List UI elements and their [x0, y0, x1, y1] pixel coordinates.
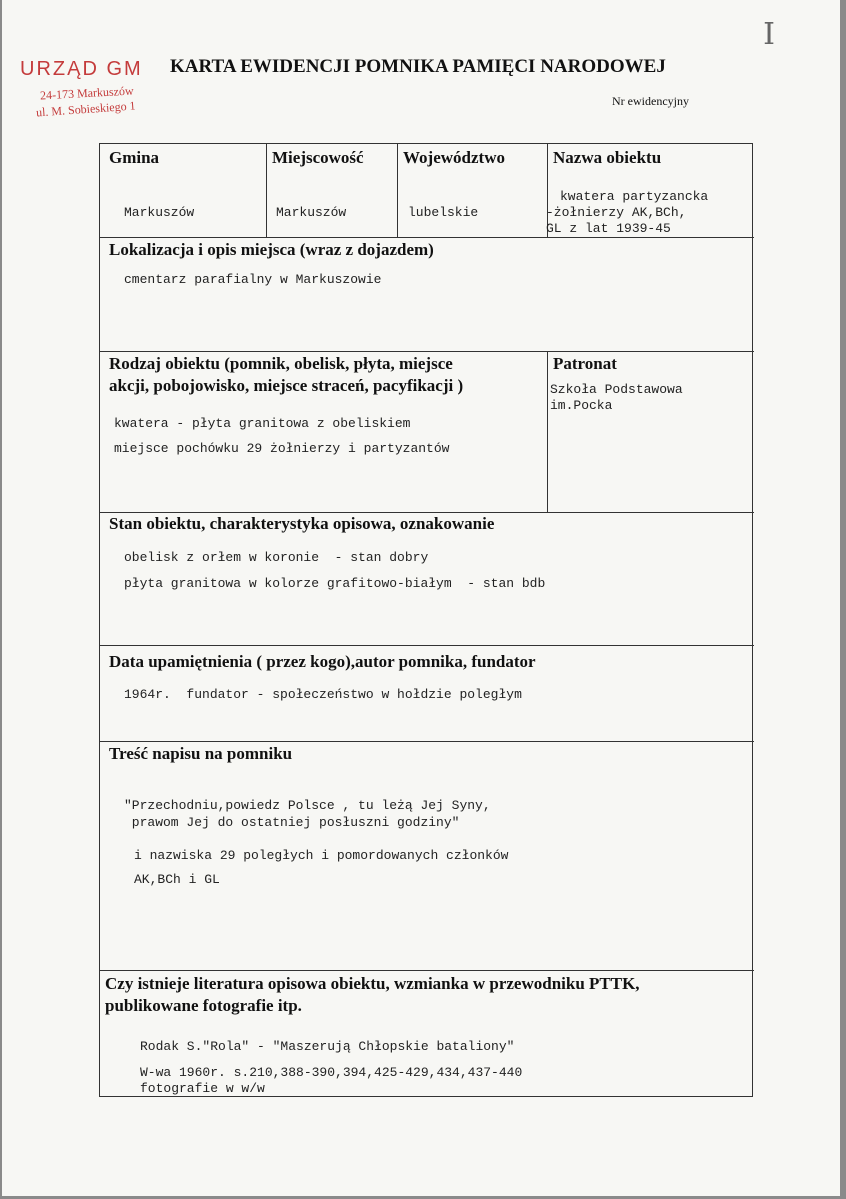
stamp-line-2: 24-173 Markuszów — [39, 83, 134, 103]
stan-value-line: płyta granitowa w kolorze grafitowo-białym - stan bdb — [124, 576, 546, 591]
lokalizacja-label: Lokalizacja i opis miejsca (wraz z dojazdem) — [109, 240, 434, 259]
rodzaj-value-line: kwatera - płyta granitowa z obeliskiem — [114, 416, 411, 431]
nazwa-obiektu-line: GL z lat 1939-45 — [546, 221, 671, 236]
rodzaj-label: Rodzaj obiektu (pomnik, obelisk, płyta, miejsce — [109, 354, 453, 373]
tresc-value-line: prawom Jej do ostatniej posłuszni godziny" — [124, 815, 460, 830]
literatura-label: Czy istnieje literatura opisowa obiektu, wzmianka w przewodniku PTTK, — [105, 974, 640, 993]
literatura-value-line: W-wa 1960r. s.210,388-390,394,425-429,434,437-440 — [140, 1065, 523, 1080]
stamp-line-1: URZĄD GM — [20, 58, 143, 80]
nazwa-obiektu-line: kwatera partyzancka — [560, 189, 709, 204]
stan-label: Stan obiektu, charakterystyka opisowa, oznakowanie — [109, 514, 495, 533]
gmina-label: Gmina — [109, 148, 160, 167]
patronat-label: Patronat — [553, 354, 617, 373]
nr-ewidencyjny-label: Nr ewidencyjny — [612, 94, 689, 108]
row-divider — [100, 970, 754, 971]
data-upamietnienia-value: 1964r. fundator - społeczeństwo w hołdzie poległym — [124, 687, 522, 702]
row-divider — [100, 351, 754, 352]
document-page — [2, 0, 840, 1196]
stamp-line-3: ul. M. Sobieskiego 1 — [35, 98, 137, 120]
row-divider — [100, 237, 754, 238]
patronat-value-line: im.Pocka — [550, 398, 613, 413]
stan-value-line: obelisk z orłem w koronie - stan dobry — [124, 550, 429, 565]
literatura-value-line: Rodak S."Rola" - "Maszerują Chłopskie bataliony" — [140, 1039, 515, 1054]
miejscowosc-value: Markuszów — [276, 205, 347, 220]
rodzaj-label: akcji, pobojowisko, miejsce straceń, pacyfikacji ) — [109, 376, 464, 395]
col-divider — [266, 144, 267, 237]
col-divider — [397, 144, 398, 237]
literatura-value-line: fotografie w w/w — [140, 1081, 265, 1096]
lokalizacja-value: cmentarz parafialny w Markuszowie — [124, 272, 382, 287]
tresc-value-line: AK,BCh i GL — [134, 872, 220, 887]
document-title: KARTA EWIDENCJI POMNIKA PAMIĘCI NARODOWEJ — [170, 56, 666, 77]
row-divider — [100, 645, 754, 646]
wojewodztwo-label: Województwo — [403, 148, 505, 167]
gmina-value: Markuszów — [124, 205, 195, 220]
record-form — [99, 143, 753, 1097]
patronat-value-line: Szkoła Podstawowa — [550, 382, 683, 397]
tresc-value-line: "Przechodniu,powiedz Polsce , tu leżą Jej Syny, — [124, 798, 491, 813]
wojewodztwo-value: lubelskie — [408, 205, 479, 220]
literatura-label: publikowane fotografie itp. — [105, 996, 302, 1015]
col-divider — [547, 351, 548, 512]
tresc-label: Treść napisu na pomniku — [109, 744, 293, 763]
corner-mark: I — [763, 17, 775, 52]
data-upamietnienia-label: Data upamiętnienia ( przez kogo),autor pomnika, fundator — [109, 652, 536, 671]
rodzaj-value-line: miejsce pochówku 29 żołnierzy i partyzantów — [114, 441, 450, 456]
nazwa-obiektu-line: -żołnierzy AK,BCh, — [546, 205, 687, 220]
row-divider — [100, 741, 754, 742]
miejscowosc-label: Miejscowość — [272, 148, 364, 167]
tresc-value-line: i nazwiska 29 poległych i pomordowanych członków — [134, 848, 509, 863]
nazwa-obiektu-label: Nazwa obiektu — [553, 148, 662, 167]
